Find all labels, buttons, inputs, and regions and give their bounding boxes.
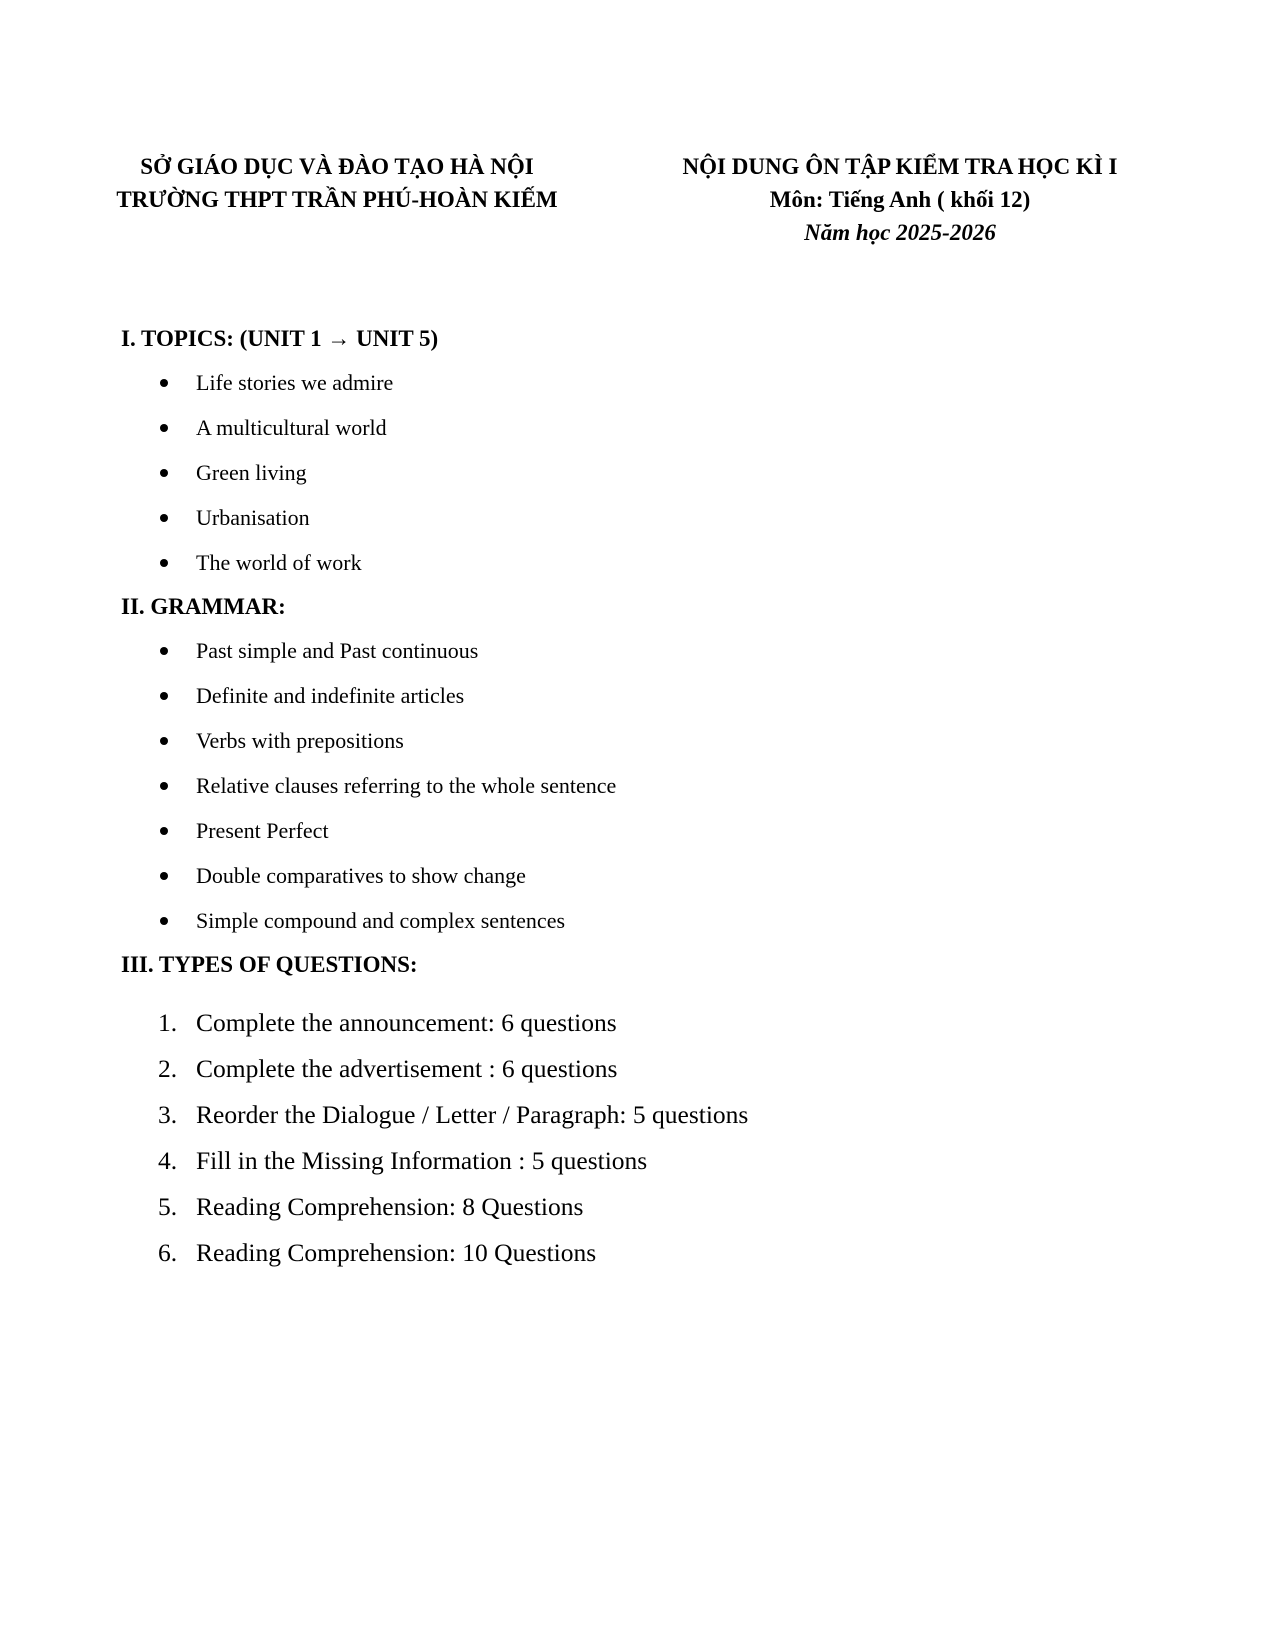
list-item: Urbanisation [0, 495, 393, 540]
list-item: 3. Reorder the Dialogue / Letter / Paragraph: 5 questions [158, 1100, 749, 1129]
list-item: The world of work [0, 540, 393, 585]
bullet-icon [160, 559, 168, 567]
topics-list [0, 360, 393, 585]
bullet-icon [160, 379, 168, 387]
bullet-icon [160, 692, 168, 700]
bullet-icon [160, 872, 168, 880]
list-item: Past simple and Past continuous [0, 628, 616, 673]
list-item: A multicultural world [0, 405, 393, 450]
school-year: Năm học 2025-2026 [804, 220, 996, 245]
subject-line: Môn: Tiếng Anh ( khối 12) [769, 187, 1031, 212]
list-item: 1. Complete the announcement: 6 questions [158, 1008, 617, 1037]
document-title: NỘI DUNG ÔN TẬP KIỂM TRA HỌC KÌ I [682, 154, 1118, 179]
grammar-list [0, 628, 616, 943]
list-item: 2. Complete the advertisement : 6 questions [158, 1054, 618, 1083]
department-name: SỞ GIÁO DỤC VÀ ĐÀO TẠO HÀ NỘI [140, 154, 534, 179]
list-item: Verbs with prepositions [0, 718, 616, 763]
grammar-heading: II. GRAMMAR: [121, 594, 286, 619]
bullet-icon [160, 469, 168, 477]
school-header [92, 150, 582, 216]
bullet-icon [160, 917, 168, 925]
list-item: Simple compound and complex sentences [0, 898, 616, 943]
list-item: 6. Reading Comprehension: 10 Questions [158, 1238, 597, 1267]
list-item: Green living [0, 450, 393, 495]
school-name: TRƯỜNG THPT TRẦN PHÚ-HOÀN KIẾM [116, 187, 558, 212]
bullet-icon [160, 424, 168, 432]
list-item: 5. Reading Comprehension: 8 Questions [158, 1192, 584, 1221]
question-types-list [0, 1000, 748, 1276]
list-item: Life stories we admire [0, 360, 393, 405]
question-types-heading: III. TYPES OF QUESTIONS: [121, 952, 418, 977]
document-title-block [660, 150, 1140, 249]
bullet-icon [160, 827, 168, 835]
list-item: Definite and indefinite articles [0, 673, 616, 718]
list-item: 4. Fill in the Missing Information : 5 questions [158, 1146, 648, 1175]
bullet-icon [160, 737, 168, 745]
bullet-icon [160, 782, 168, 790]
bullet-icon [160, 647, 168, 655]
list-item: Relative clauses referring to the whole sentence [0, 763, 616, 808]
bullet-icon [160, 514, 168, 522]
list-item: Present Perfect [0, 808, 616, 853]
topics-heading: I. TOPICS: (UNIT 1 → UNIT 5) [121, 326, 439, 351]
list-item: Double comparatives to show change [0, 853, 616, 898]
